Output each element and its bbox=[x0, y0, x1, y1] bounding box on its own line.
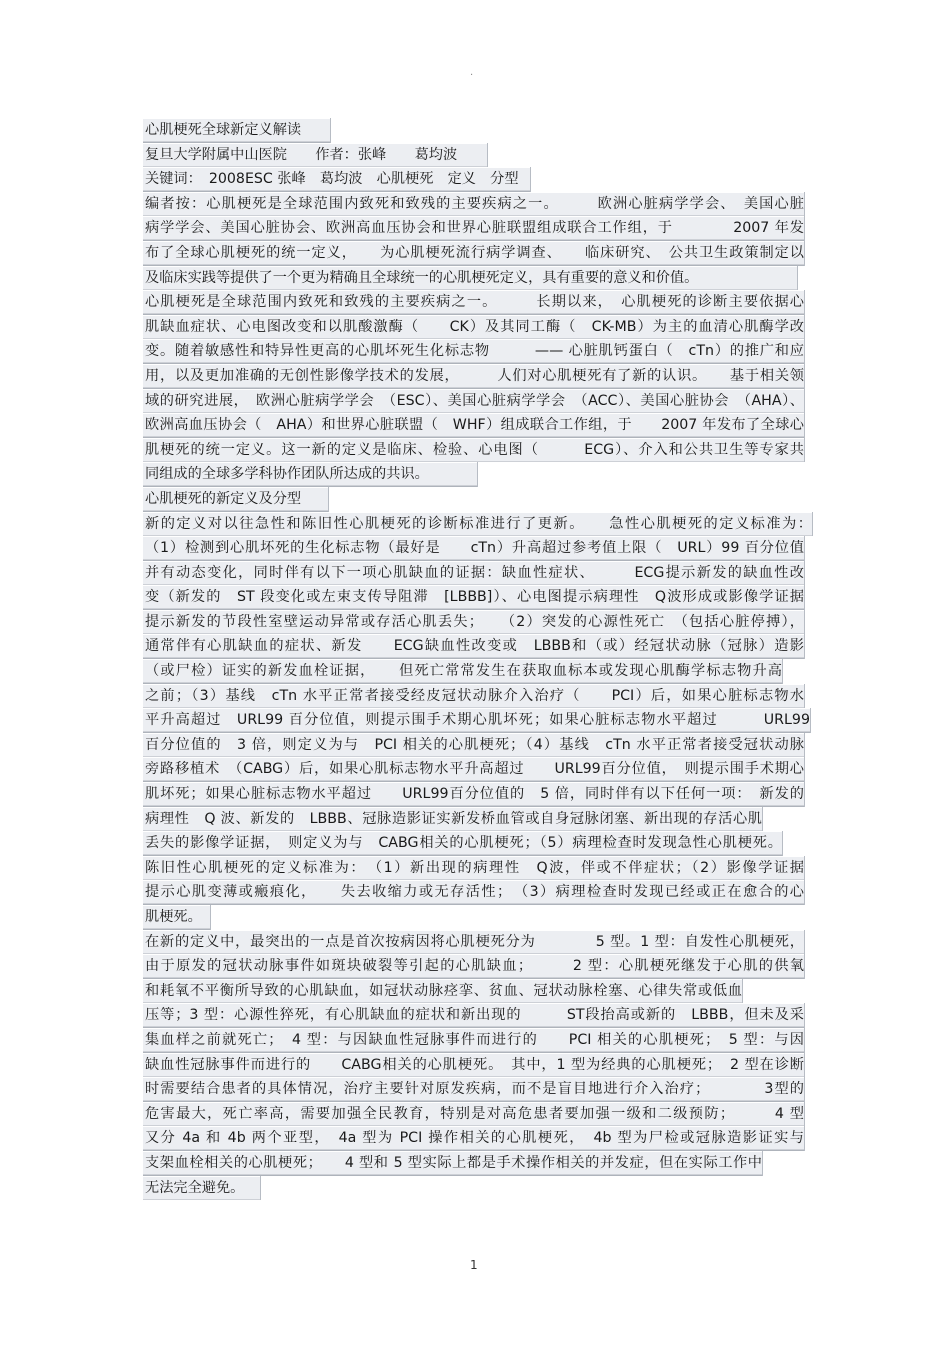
text-line: 陈旧性心肌梗死的定义标准为： （1）新出现的病理性 Q波，伴或不伴症状；（2）影像学证据 bbox=[143, 856, 805, 881]
doc-author-line: 复旦大学附属中山医院 作者：张峰 葛均波 bbox=[143, 143, 488, 168]
text-line: 在新的定义中，最突出的一点是首次按病因将心肌梗死分为 5 型。1 型：自发性心肌梗死， bbox=[143, 930, 805, 955]
text-line: 欧洲高血压协会（ AHA）和世界心脏联盟（ WHF）组成联合工作组，于 2007 年发布了全球心 bbox=[143, 413, 805, 438]
doc-keywords: 关键词： 2008ESC 张峰 葛均波 心肌梗死 定义 分型 bbox=[143, 167, 531, 192]
text-line: 百分位值的 3 倍，则定义为与 PCI 相关的心肌梗死；（4）基线 cTn 水平正常者接受冠状动脉 bbox=[143, 733, 805, 758]
text-line: 集血样之前就死亡； 4 型：与因缺血性冠脉事件而进行的 PCI 相关的心肌梗死； 5 型：与因 bbox=[143, 1028, 805, 1053]
text-line: 又分 4a 和 4b 两个亚型， 4a 型为 PCI 操作相关的心肌梗死， 4b 型为尸检或冠脉造影证实与 bbox=[143, 1126, 805, 1151]
header-mark: · bbox=[470, 70, 474, 81]
text-line: 压等；3 型：心源性猝死，有心肌缺血的症状和新出现的 ST段抬高或新的 LBBB，但未及采 bbox=[143, 1003, 805, 1028]
text-line: 布了全球心肌梗死的统一定义， 为心肌梗死流行病学调查、 临床研究、 公共卫生政策制定以 bbox=[143, 241, 805, 266]
text-line: 无法完全避免。 bbox=[143, 1176, 261, 1201]
text-line: 编者按：心肌梗死是全球范围内致死和致残的主要疾病之一。 欧洲心脏病学学会、 美国心脏 bbox=[143, 192, 805, 217]
text-line: 病学学会、美国心脏协会、欧洲高血压协会和世界心脏联盟组成联合工作组，于 2007 年发 bbox=[143, 216, 805, 241]
text-line: 同组成的全球多学科协作团队所达成的共识。 bbox=[143, 462, 478, 487]
text-line: 变。随着敏感性和特异性更高的心肌坏死生化标志物 —— 心脏肌钙蛋白（ cTn）的推广和应 bbox=[143, 339, 805, 364]
text-line: 平升高超过 URL99 百分位值，则提示围手术期心肌坏死；如果心脏标志物水平超过 URL99 bbox=[143, 708, 811, 733]
text-line: 域的研究进展， 欧洲心脏病学学会 （ESC）、美国心脏病学学会 （ACC）、美国心脏协会 （AHA）、 bbox=[143, 389, 805, 414]
text-line: 并有动态变化，同时伴有以下一项心肌缺血的证据：缺血性症状、 ECG提示新发的缺血性改 bbox=[143, 561, 805, 586]
text-line: 缺血性冠脉事件而进行的 CABG相关的心肌梗死。 其中，1 型为经典的心肌梗死； 2 型在诊断 bbox=[143, 1053, 805, 1078]
text-line: 心肌梗死是全球范围内致死和致残的主要疾病之一。 长期以来， 心肌梗死的诊断主要依据心 bbox=[143, 290, 805, 315]
text-line: 提示新发的节段性室壁运动异常或存活心肌丢失； （2）突发的心源性死亡 （包括心脏停搏）， bbox=[143, 610, 805, 635]
text-line: 旁路移植术 （CABG）后，如果心肌标志物水平升高超过 URL99百分位值， 则提示围手术期心 bbox=[143, 757, 805, 782]
text-line: 丢失的影像学证据， 则定义为与 CABG相关的心肌梗死；（5）病理检查时发现急性心肌梗死。 bbox=[143, 831, 783, 856]
text-line: 用，以及更加准确的无创性影像学技术的发展， 人们对心肌梗死有了新的认识。 基于相关领 bbox=[143, 364, 805, 389]
text-line: 之前；（3）基线 cTn 水平正常者接受经皮冠状动脉介入治疗（ PCI）后，如果心脏标志物水 bbox=[143, 684, 805, 709]
text-line: 病理性 Q 波、新发的 LBBB、冠脉造影证实新发桥血管或自身冠脉闭塞、新出现的存活心肌 bbox=[143, 807, 763, 832]
text-line: 肌缺血症状、心电图改变和以肌酸激酶（ CK）及其同工酶（ CK-MB）为主的血清心肌酶学改 bbox=[143, 315, 805, 340]
text-line: 肌梗死。 bbox=[143, 905, 211, 930]
text-line: （1）检测到心肌坏死的生化标志物（最好是 cTn）升高超过参考值上限（ URL）99 百分位值 bbox=[143, 536, 805, 561]
section-heading: 心肌梗死的新定义及分型 bbox=[143, 487, 329, 512]
text-line: 及临床实践等提供了一个更为精确且全球统一的心肌梗死定义，具有重要的意义和价值。 bbox=[143, 266, 798, 291]
text-line: 提示心肌变薄或瘢痕化， 失去收缩力或无存活性； （3）病理检查时发现已经或正在愈合的心 bbox=[143, 880, 805, 905]
text-line: 新的定义对以往急性和陈旧性心肌梗死的诊断标准进行了更新。 急性心肌梗死的定义标准为： bbox=[143, 512, 813, 537]
text-line: 由于原发的冠状动脉事件如斑块破裂等引起的心肌缺血； 2 型：心肌梗死继发于心肌的供氧 bbox=[143, 954, 805, 979]
document-body bbox=[143, 118, 813, 1200]
text-line: 危害最大，死亡率高，需要加强全民教育，特别是对高危患者要加强一级和二级预防； 4 型 bbox=[143, 1102, 805, 1127]
text-line: 通常伴有心肌缺血的症状、新发 ECG缺血性改变或 LBBB和（或）经冠状动脉（冠脉）造影 bbox=[143, 634, 805, 659]
text-line: 和耗氧不平衡所导致的心肌缺血，如冠状动脉痉挛、贫血、冠状动脉栓塞、心律失常或低血 bbox=[143, 979, 743, 1004]
doc-title: 心肌梗死全球新定义解读 bbox=[143, 118, 331, 143]
text-line: 时需要结合患者的具体情况，治疗主要针对原发疾病，而不是盲目地进行介入治疗； 3型的 bbox=[143, 1077, 805, 1102]
text-line: 肌坏死；如果心脏标志物水平超过 URL99百分位值的 5 倍，同时伴有以下任何一项： 新发的 bbox=[143, 782, 805, 807]
text-line: 变（新发的 ST 段变化或左束支传导阻滞 [LBBB]）、心电图提示病理性 Q波形成或影像学证据 bbox=[143, 585, 805, 610]
text-line: （或尸检）证实的新发血栓证据， 但死亡常常发生在获取血标本或发现心肌酶学标志物升高 bbox=[143, 659, 783, 684]
text-line: 支架血栓相关的心肌梗死； 4 型和 5 型实际上都是手术操作相关的并发症，但在实际工作中 bbox=[143, 1151, 763, 1176]
page-number: 1 bbox=[470, 1258, 478, 1272]
text-line: 肌梗死的统一定义。这一新的定义是临床、检验、心电图（ ECG）、介入和公共卫生等专家共 bbox=[143, 438, 805, 463]
